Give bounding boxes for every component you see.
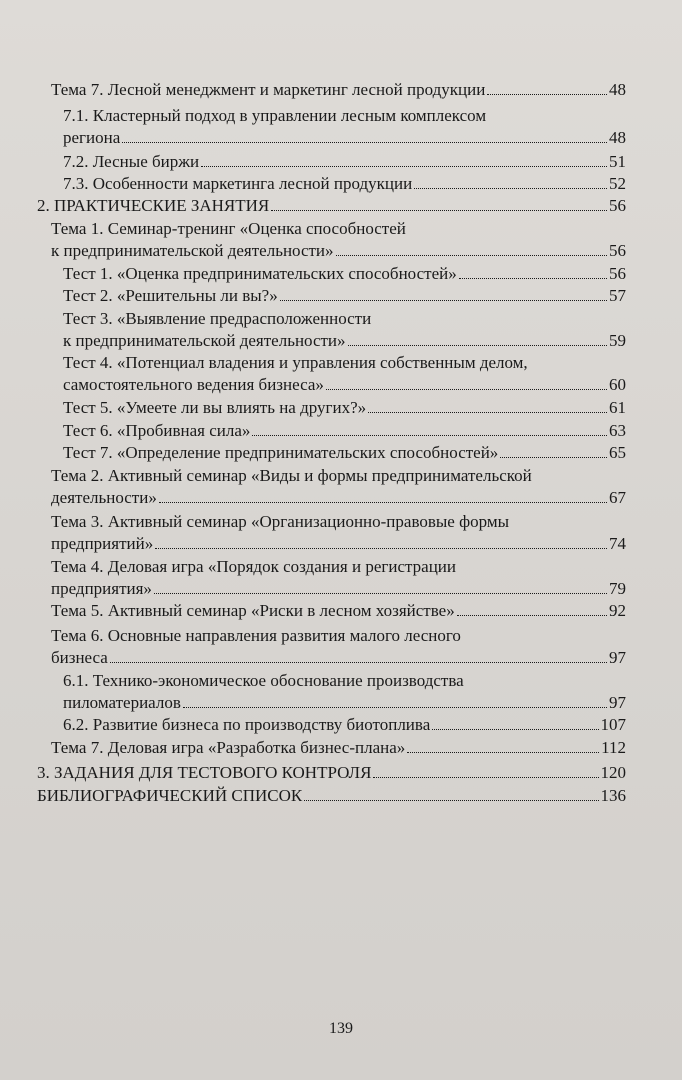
toc-entry (63, 285, 626, 307)
toc-entry-title: Тест 6. «Пробивная сила» (63, 421, 251, 440)
toc-entry-title-continued: предприятия» (51, 579, 152, 598)
toc-section-title: 2. ПРАКТИЧЕСКИЕ ЗАНЯТИЯ (37, 196, 270, 215)
page-number: 139 (329, 1020, 353, 1037)
toc-entry (63, 151, 626, 173)
toc-section-title: 3. ЗАДАНИЯ ДЛЯ ТЕСТОВОГО КОНТРОЛЯ (37, 763, 372, 782)
toc-entry-page: 56 (609, 196, 626, 215)
toc-entry-page: 59 (609, 331, 626, 350)
leader-dots (459, 278, 607, 279)
toc-entry-page: 60 (609, 375, 626, 394)
toc-entry-title-continued: пиломатериалов (63, 693, 181, 712)
toc-entry-title: Тест 4. «Потенциал владения и управления собственным делом, (63, 353, 528, 372)
toc-entry (51, 79, 626, 101)
toc-entry-title: Тест 1. «Оценка предпринимательских способностей» (63, 264, 457, 283)
leader-dots (159, 502, 607, 503)
toc-entry (63, 173, 626, 195)
leader-dots (407, 752, 599, 753)
toc-entry-title: Тест 2. «Решительны ли вы?» (63, 286, 278, 305)
toc-entry-page: 120 (600, 763, 626, 782)
leader-dots (155, 548, 607, 549)
toc-entry-title: Тест 3. «Выявление предрасположенности (63, 309, 372, 328)
toc-entry-page: 97 (609, 648, 626, 667)
toc-entry-page: 61 (609, 398, 626, 417)
toc-entry-title: Тема 7. Деловая игра «Разработка бизнес-плана» (51, 738, 406, 757)
toc-entry-page: 67 (609, 488, 626, 507)
toc-entry-title: Тест 5. «Умеете ли вы влиять на других?» (63, 398, 367, 417)
leader-dots (252, 435, 607, 436)
toc-entry (63, 420, 626, 442)
toc-entry-page: 57 (609, 286, 626, 305)
toc-entry (63, 397, 626, 419)
toc-entry-page: 97 (609, 693, 626, 712)
leader-dots (457, 615, 607, 616)
toc-entry-title-continued: самостоятельного ведения бизнеса» (63, 375, 324, 394)
toc-entry-page: 74 (609, 534, 626, 553)
toc-entry (63, 374, 626, 396)
toc-entry (51, 647, 626, 669)
toc-entry-title: 7.1. Кластерный подход в управлении лесным комплексом (63, 106, 487, 125)
toc-entry-page: 52 (609, 174, 626, 193)
toc-entry-title: Тема 1. Семинар-тренинг «Оценка способностей (51, 219, 406, 238)
leader-dots (487, 94, 607, 95)
toc-entry (51, 737, 626, 759)
toc-entry (63, 263, 626, 285)
leader-dots (304, 800, 598, 801)
toc-entry-title-continued: к предпринимательской деятельности» (63, 331, 346, 350)
toc-entry-title-continued: региона (63, 128, 121, 147)
toc-entry (63, 330, 626, 352)
toc-entry-title: Тема 7. Лесной менеджмент и маркетинг лесной продукции (51, 80, 486, 99)
leader-dots (368, 412, 607, 413)
toc-entry (63, 442, 626, 464)
toc-entry-title: Тема 5. Активный семинар «Риски в лесном хозяйстве» (51, 601, 455, 620)
toc-entry (51, 578, 626, 600)
toc-entry-section (37, 785, 626, 807)
toc-entry (63, 714, 626, 736)
leader-dots (122, 142, 607, 143)
toc-entry-title: Тема 2. Активный семинар «Виды и формы предпринимательской (51, 466, 532, 485)
toc-entry (63, 127, 626, 149)
leader-dots (500, 457, 607, 458)
toc-entry-page: 79 (609, 579, 626, 598)
leader-dots (201, 166, 607, 167)
toc-entry-title: Тема 6. Основные направления развития малого лесного (51, 626, 461, 645)
toc-entry-title-continued: деятельности» (51, 488, 157, 507)
toc-entry-title: 6.1. Технико-экономическое обоснование производства (63, 671, 464, 690)
leader-dots (336, 255, 607, 256)
toc-entry-title: Тема 3. Активный семинар «Организационно-правовые формы (51, 512, 510, 531)
toc-entry (51, 533, 626, 555)
leader-dots (271, 210, 607, 211)
toc-section-title: БИБЛИОГРАФИЧЕСКИЙ СПИСОК (37, 786, 303, 805)
toc-entry-title: 6.2. Развитие бизнеса по производству биотоплива (63, 715, 431, 734)
toc-entry-title: Тема 4. Деловая игра «Порядок создания и регистрации (51, 557, 456, 576)
toc-entry-title: 7.3. Особенности маркетинга лесной продукции (63, 174, 413, 193)
leader-dots (373, 777, 598, 778)
toc-entry-page: 51 (609, 152, 626, 171)
toc-entry-page: 48 (609, 128, 626, 147)
toc-entry-title-continued: к предпринимательской деятельности» (51, 241, 334, 260)
toc-entry-section (37, 762, 626, 784)
leader-dots (432, 729, 598, 730)
leader-dots (154, 593, 607, 594)
toc-entry-title: Тест 7. «Определение предпринимательских способностей» (63, 443, 499, 462)
toc-entry (51, 600, 626, 622)
toc-entry-page: 136 (600, 786, 626, 805)
toc-entry-title-continued: предприятий» (51, 534, 154, 553)
leader-dots (414, 188, 607, 189)
leader-dots (326, 389, 607, 390)
toc-entry-page: 48 (609, 80, 626, 99)
toc-entry-page: 63 (609, 421, 626, 440)
leader-dots (280, 300, 607, 301)
toc-entry-section (37, 195, 626, 217)
toc-entry-page: 112 (601, 738, 626, 757)
toc-entry-page: 56 (609, 241, 626, 260)
leader-dots (183, 707, 607, 708)
toc-entry (51, 487, 626, 509)
toc-entry-page: 56 (609, 264, 626, 283)
toc-entry-page: 92 (609, 601, 626, 620)
leader-dots (348, 345, 607, 346)
toc-entry-page: 107 (600, 715, 626, 734)
toc-entry-title-continued: бизнеса (51, 648, 108, 667)
toc-entry-title: 7.2. Лесные биржи (63, 152, 200, 171)
toc-entry-page: 65 (609, 443, 626, 462)
toc-entry (51, 240, 626, 262)
toc-entry (63, 692, 626, 714)
leader-dots (110, 662, 607, 663)
